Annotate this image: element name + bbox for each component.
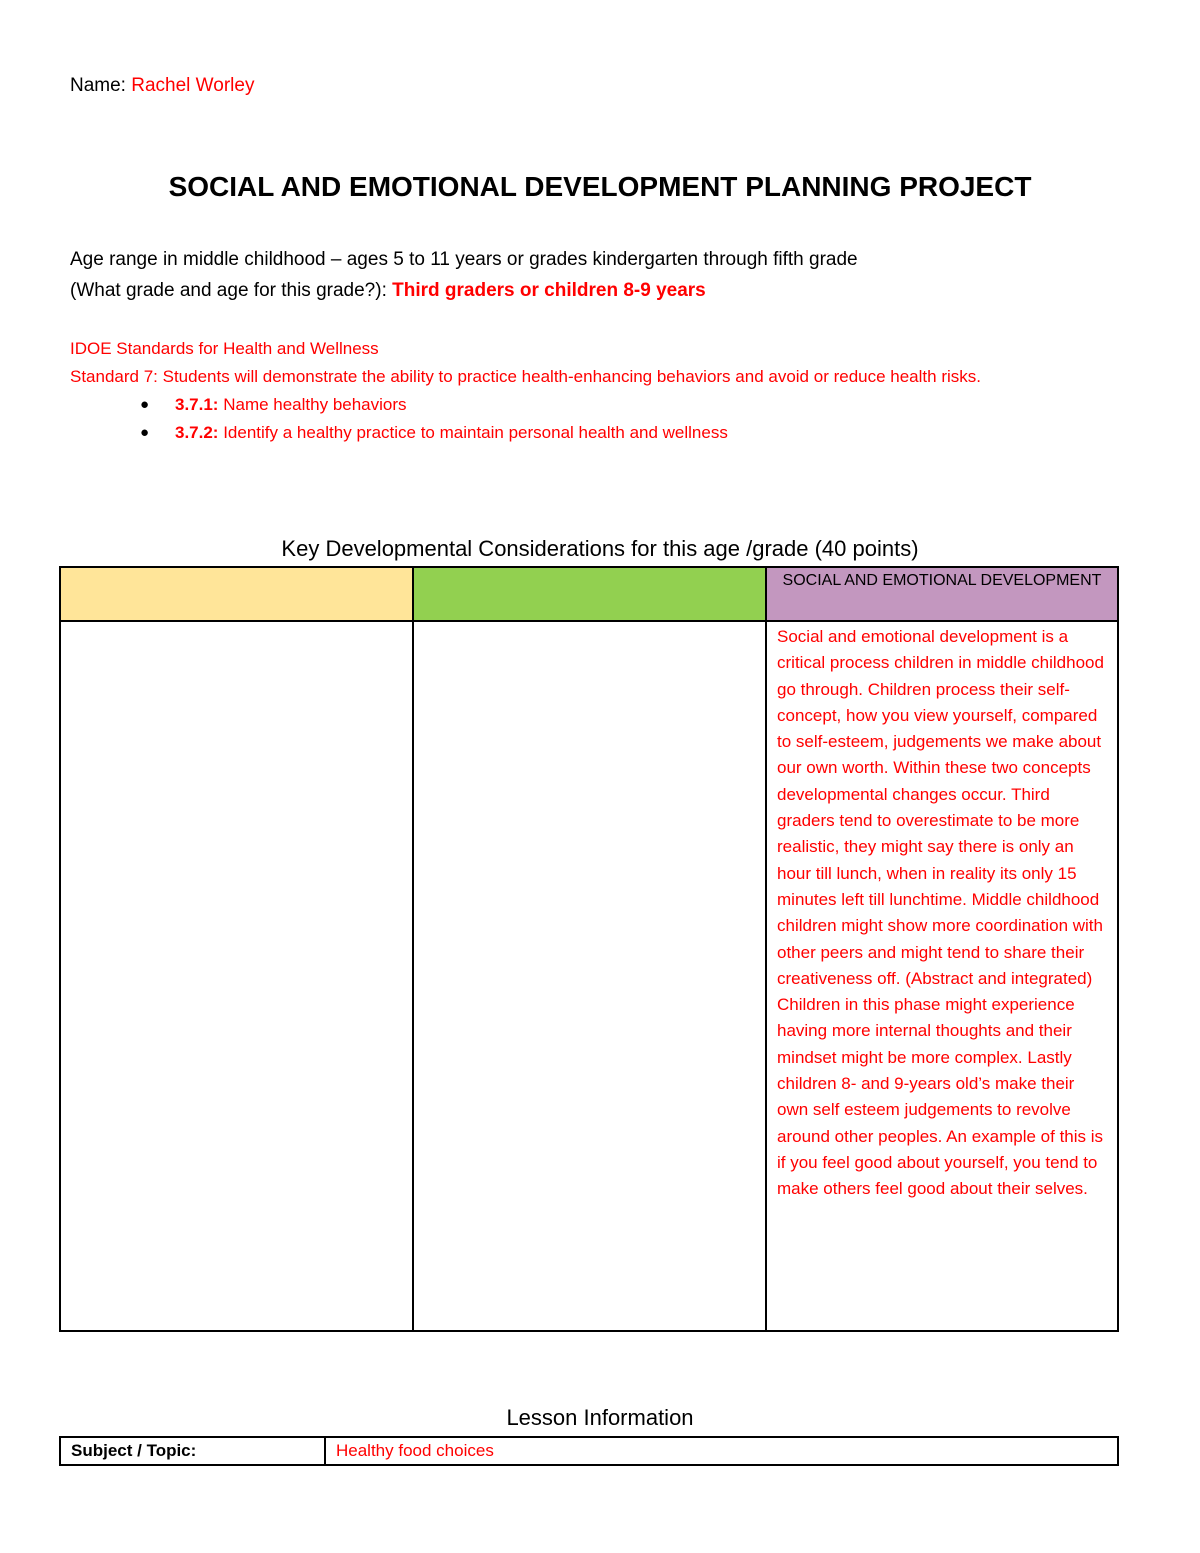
table-row	[60, 621, 1118, 1331]
social-emotional-text: Social and emotional development is a critical process children in middle childhood go through. Children process their self-concept, how you view yourself, compared to self-esteem, judgements we make about our own worth. Within these two concepts developmental changes occur. Third graders tend to overestimate to be more realistic, they might say there is only an hour till lunch, when in reality its only 15 minutes left till lunchtime. Middle childhood children might show more coordination with other peers and might tend to share their creativeness off. (Abstract and integrated) Children in this phase might experience having more internal thoughts and their mindset might be more complex. Lastly children 8- and 9-years old’s make their own self esteem judgements to revolve around other peoples. An example of this is if you feel good about yourself, you tend to make others feel good about their selves.	[777, 627, 1104, 1199]
student-name: Rachel Worley	[131, 75, 255, 96]
standards-heading: IDOE Standards for Health and Wellness	[70, 339, 379, 358]
body-cell-social-emotional	[766, 621, 1118, 1331]
subject-label: Subject / Topic:	[60, 1437, 325, 1465]
body-cell-empty	[60, 621, 413, 1331]
list-item	[70, 391, 1130, 419]
table-header-row	[60, 567, 1118, 621]
standards-list	[70, 391, 1130, 447]
standards-block	[70, 335, 1130, 447]
age-range-line: Age range in middle childhood – ages 5 to 11 years or grades kindergarten through fifth grade	[70, 249, 858, 270]
key-considerations-title: Key Developmental Considerations for this age /grade (40 points)	[281, 536, 919, 561]
lesson-info-table	[59, 1436, 1119, 1466]
bullet-icon: ●	[140, 424, 150, 441]
age-range-block	[70, 244, 858, 306]
grade-question-line	[70, 275, 858, 306]
grade-question: (What grade and age for this grade?):	[70, 280, 387, 301]
grade-answer: Third graders or children 8-9 years	[392, 280, 706, 301]
header-cell-green	[413, 567, 766, 621]
name-line	[70, 74, 254, 98]
standard-code: 3.7.1:	[175, 395, 219, 414]
body-cell-empty	[413, 621, 766, 1331]
subject-value: Healthy food choices	[325, 1437, 1118, 1465]
standard-text: Identify a healthy practice to maintain personal health and wellness	[218, 423, 728, 442]
header-cell-yellow	[60, 567, 413, 621]
lesson-info-title: Lesson Information	[506, 1405, 694, 1430]
standard-code: 3.7.2:	[175, 423, 219, 442]
list-item	[70, 419, 1130, 447]
standard-text: Name healthy behaviors	[218, 395, 407, 414]
page-title: SOCIAL AND EMOTIONAL DEVELOPMENT PLANNING PROJECT	[168, 171, 1032, 202]
bullet-icon: ●	[140, 396, 150, 413]
header-cell-social-emotional: SOCIAL AND EMOTIONAL DEVELOPMENT	[766, 567, 1118, 621]
key-considerations-table	[59, 566, 1119, 1332]
standard-7-text: Standard 7: Students will demonstrate the ability to practice health-enhancing behaviors and avoid or reduce health risks.	[70, 367, 981, 386]
name-label: Name:	[70, 75, 126, 96]
table-row	[60, 1437, 1118, 1465]
